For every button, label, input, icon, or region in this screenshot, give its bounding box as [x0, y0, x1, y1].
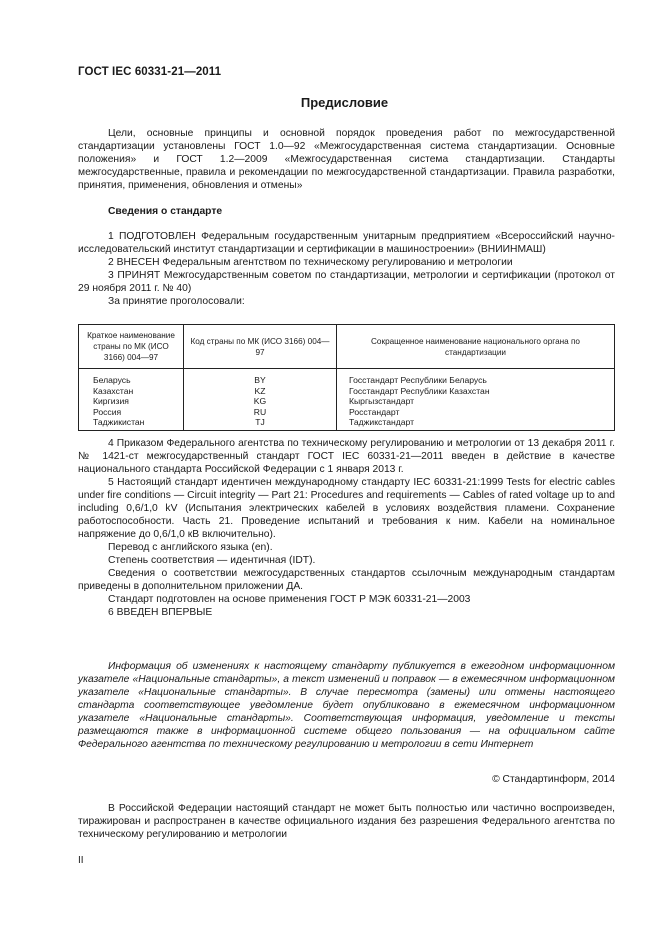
national-body-cell: Таджикстандарт	[337, 417, 615, 430]
table-row	[79, 369, 615, 386]
copyright-line: © Стандартинформ, 2014	[492, 774, 615, 785]
country-name-cell: Казахстан	[79, 386, 184, 397]
header-country-code: Код страны по МК (ИСО 3166) 004—97	[184, 325, 337, 369]
degree-note: Степень соответствия — идентичная (IDT).	[108, 555, 316, 566]
country-code-cell: BY	[184, 369, 337, 386]
country-code-cell: RU	[184, 407, 337, 418]
table-row	[79, 407, 615, 418]
countries-table	[78, 324, 615, 431]
section-heading: Сведения о стандарте	[108, 206, 223, 217]
header-country-name: Краткое наименование страны по МК (ИСО 3166) 004—97	[79, 325, 184, 369]
national-body-cell: Кыргызстандарт	[337, 396, 615, 407]
translation-note: Перевод с английского языка (en).	[108, 542, 273, 553]
references-note: Сведения о соответствии межгосударственных стандартов ссылочным международным стандартам приведены в дополнительном приложении ДА.	[78, 568, 615, 592]
country-code-cell: KG	[184, 396, 337, 407]
voted-label: За принятие проголосовали:	[108, 296, 245, 307]
changes-notice: Информация об изменениях к настоящему стандарту публикуется в ежегодном информационном указателе «Национальные стандарты», а текст изменений и поправок — в ежемесячном информационном указателе «Национальные стандарты». В случае пересмотра (замены) или отмены настоящего стандарта соответствующее уведомление будет опубликовано в ежемесячном информационном указателе «Национальные стандарты». Соответствующая информация, уведомление и тексты размещаются также в информационной системе общего пользования — на официальном сайте Федерального агентства по техническому регулированию и метрологии в сети Интернет	[78, 661, 615, 750]
item-5-paragraph: 5 Настоящий стандарт идентичен международному стандарту IEC 60331-21:1999 Tests for electric cables under fire conditions — Circuit integrity — Part 21: Procedures and requirements — Cables of rated voltage up to and including 0,6/1,0 kV (Испытания электрических кабелей в условиях воздействия пламени. Сохранение работоспособности. Часть 21. Проведение испытаний и требования к ним. Кабели на номинальное напряжение до 0,6/1,0 кВ включительно).	[78, 477, 615, 540]
header-national-body: Сокращенное наименование национального органа по стандартизации	[337, 325, 615, 369]
page-title: Предисловие	[300, 95, 389, 110]
country-name-cell: Киргизия	[79, 396, 184, 407]
reproduction-block	[78, 802, 615, 841]
national-body-cell: Госстандарт Республики Казахстан	[337, 386, 615, 397]
intro-block	[78, 127, 615, 192]
intro-paragraph: Цели, основные принципы и основной порядок проведения работ по межгосударственной стандартизации установлены ГОСТ 1.0—92 «Межгосударственная система стандартизации. Основные положения» и ГОСТ 1.2—2009 «Межгосударственная система стандартизации. Стандарты межгосударственные, правила и рекомендации по межгосударственной стандартизации. Правила разработки, принятия, применения, обновления и отмены»	[78, 128, 615, 191]
section-heading-block	[78, 205, 615, 218]
national-body-cell: Росстандарт	[337, 407, 615, 418]
country-code-cell: KZ	[184, 386, 337, 397]
item-6-paragraph: 6 ВВЕДЕН ВПЕРВЫЕ	[108, 607, 213, 618]
country-name-cell: Таджикистан	[79, 417, 184, 430]
country-name-cell: Россия	[79, 407, 184, 418]
prepared-note: Стандарт подготовлен на основе применения ГОСТ Р МЭК 60331-21—2003	[108, 594, 471, 605]
country-name-cell: Беларусь	[79, 369, 184, 386]
table-row	[79, 386, 615, 397]
national-body-cell: Госстандарт Республики Беларусь	[337, 369, 615, 386]
item-3-paragraph: 3 ПРИНЯТ Межгосударственным советом по стандартизации, метрологии и сертификации (протокол от 29 ноября 2011 г. № 40)	[78, 270, 615, 294]
standard-info-top	[78, 230, 615, 308]
item-2-paragraph: 2 ВНЕСЕН Федеральным агентством по техническому регулированию и метрологии	[108, 257, 513, 268]
item-4-paragraph: 4 Приказом Федерального агентства по техническому регулированию и метрологии от 13 декабря 2011 г. № 1421-ст межгосударственный стандарт ГОСТ IEC 60331-21—2011 введен в действие в качестве национального стандарта Российской Федерации с 1 января 2013 г.	[78, 438, 615, 475]
table-row	[79, 417, 615, 430]
table-header-row	[79, 325, 615, 369]
table-row	[79, 396, 615, 407]
item-1-paragraph: 1 ПОДГОТОВЛЕН Федеральным государственным унитарным предприятием «Всероссийский научно-исследовательский институт стандартизации и сертификации в машиностроении» (ВНИИНМАШ)	[78, 231, 615, 255]
reproduction-notice: В Российской Федерации настоящий стандарт не может быть полностью или частично воспроизведен, тиражирован и распространен в качестве официального издания без разрешения Федерального агентства по техническому регулированию и метрологии	[78, 803, 615, 840]
country-code-cell: TJ	[184, 417, 337, 430]
standard-info-bottom	[78, 437, 615, 619]
page-number: II	[78, 855, 84, 866]
notice-block	[78, 660, 615, 751]
document-code-header: ГОСТ IEC 60331-21—2011	[78, 66, 222, 78]
